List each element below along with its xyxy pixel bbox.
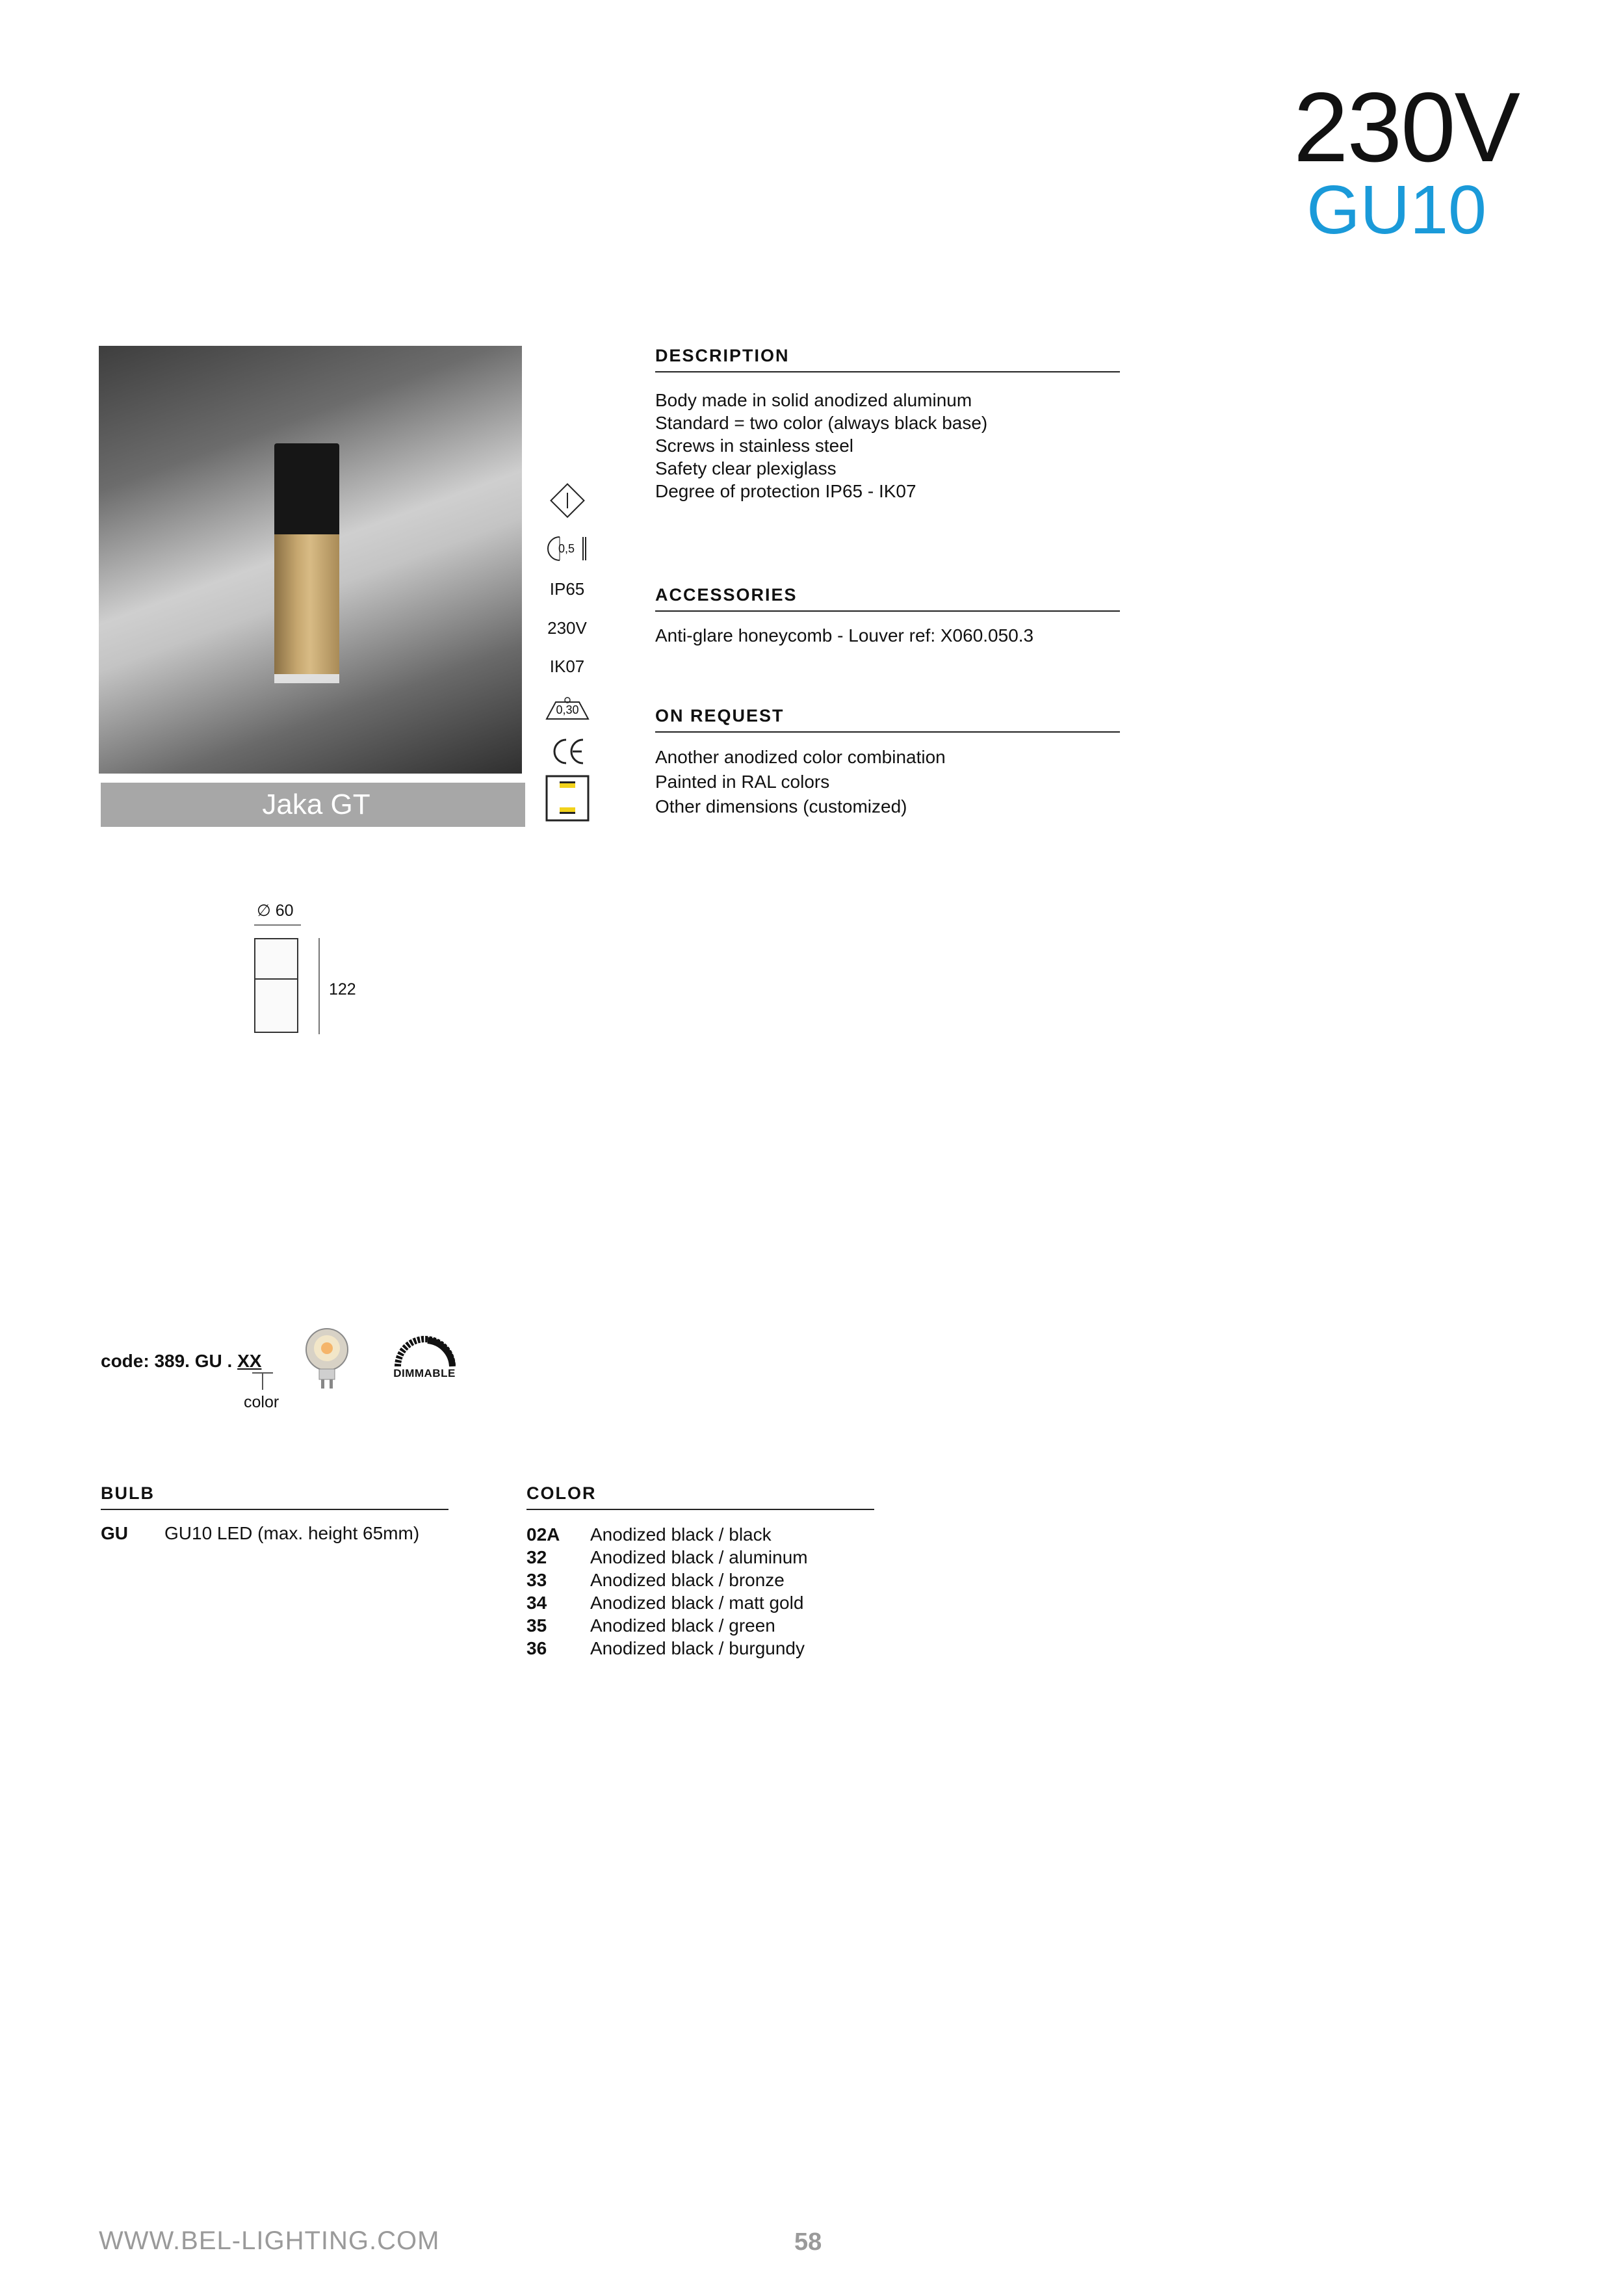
description-line: Body made in solid anodized aluminum	[655, 390, 972, 410]
color-list	[526, 1523, 808, 1660]
color-name: Anodized black / burgundy	[590, 1638, 805, 1658]
description-line: Safety clear plexiglass	[655, 458, 837, 478]
product-name: Jaka GT	[262, 789, 370, 820]
product-name-bar	[101, 783, 525, 827]
on-request-line: Another anodized color combination	[655, 747, 946, 767]
color-name: Anodized black / aluminum	[590, 1547, 808, 1567]
color-code: 33	[526, 1570, 547, 1590]
description-title: DESCRIPTION	[655, 346, 1120, 372]
color-name: Anodized black / matt gold	[590, 1593, 804, 1613]
color-code: 36	[526, 1638, 547, 1658]
class-ii-icon	[543, 480, 591, 526]
diameter-line	[254, 924, 301, 926]
bulb-text: GU10 LED (max. height 65mm)	[164, 1523, 420, 1543]
ce-mark-icon	[543, 733, 591, 774]
color-row	[526, 1591, 808, 1614]
led-strip-icon	[543, 774, 591, 828]
socket-heading: GU10	[1306, 172, 1487, 248]
on-request-line: Painted in RAL colors	[655, 772, 830, 792]
color-name: Anodized black / green	[590, 1615, 775, 1636]
dimension-split-line	[255, 978, 297, 980]
color-code: 35	[526, 1615, 547, 1636]
impact-rating-icon	[543, 697, 591, 725]
description-line: Degree of protection IP65 - IK07	[655, 481, 916, 501]
color-row	[526, 1614, 808, 1637]
color-row	[526, 1523, 808, 1546]
height-dimension: 122	[329, 980, 356, 998]
product-code-prefix: code: 389. GU .	[101, 1351, 238, 1371]
color-name: Anodized black / bronze	[590, 1570, 785, 1590]
color-row	[526, 1637, 808, 1660]
dimmable-label: DIMMABLE	[393, 1367, 456, 1379]
bulb-code: GU	[101, 1523, 128, 1543]
on-request-title: ON REQUEST	[655, 706, 1120, 733]
description-line: Screws in stainless steel	[655, 436, 854, 456]
color-pointer	[262, 1373, 263, 1390]
color-row	[526, 1569, 808, 1591]
color-row	[526, 1546, 808, 1569]
ik-rating: IK07	[549, 657, 585, 676]
page-number: 58	[794, 2228, 822, 2256]
ip-rating: IP65	[549, 579, 585, 599]
voltage-heading: 230V	[1293, 72, 1519, 183]
dimension-drawing	[254, 938, 298, 1033]
color-code: 32	[526, 1547, 547, 1567]
height-line	[318, 938, 320, 1034]
accessories-line: Anti-glare honeycomb - Louver ref: X060.050.3	[655, 625, 1034, 646]
bulb-title: BULB	[101, 1483, 448, 1510]
wire-tested-icon	[543, 534, 591, 567]
color-code: 34	[526, 1593, 547, 1613]
product-code-suffix: XX	[237, 1351, 262, 1371]
diameter-dimension: ∅ 60	[257, 902, 294, 920]
impact-rating-label: 0,30	[556, 703, 579, 716]
gu10-bulb-icon	[298, 1326, 356, 1391]
color-title: COLOR	[526, 1483, 874, 1510]
on-request-line: Other dimensions (customized)	[655, 796, 907, 816]
lamp-black-base	[274, 443, 339, 534]
lamp-gold-body	[274, 534, 339, 674]
website-link[interactable]: WWW.BEL-LIGHTING.COM	[99, 2226, 440, 2255]
color-code: 02A	[526, 1524, 560, 1545]
product-photo	[99, 346, 522, 774]
accessories-title: ACCESSORIES	[655, 585, 1120, 612]
voltage-rating: 230V	[547, 618, 587, 638]
lamp-lens	[274, 674, 339, 683]
code-color-label: color	[244, 1393, 279, 1411]
description-lines	[655, 389, 1120, 502]
description-line: Standard = two color (always black base)	[655, 413, 988, 433]
wire-tested-label: 0,5	[558, 542, 575, 555]
color-name: Anodized black / black	[590, 1524, 772, 1545]
product-code	[101, 1351, 261, 1372]
on-request-lines	[655, 745, 1120, 819]
bulb-row	[101, 1523, 419, 1544]
